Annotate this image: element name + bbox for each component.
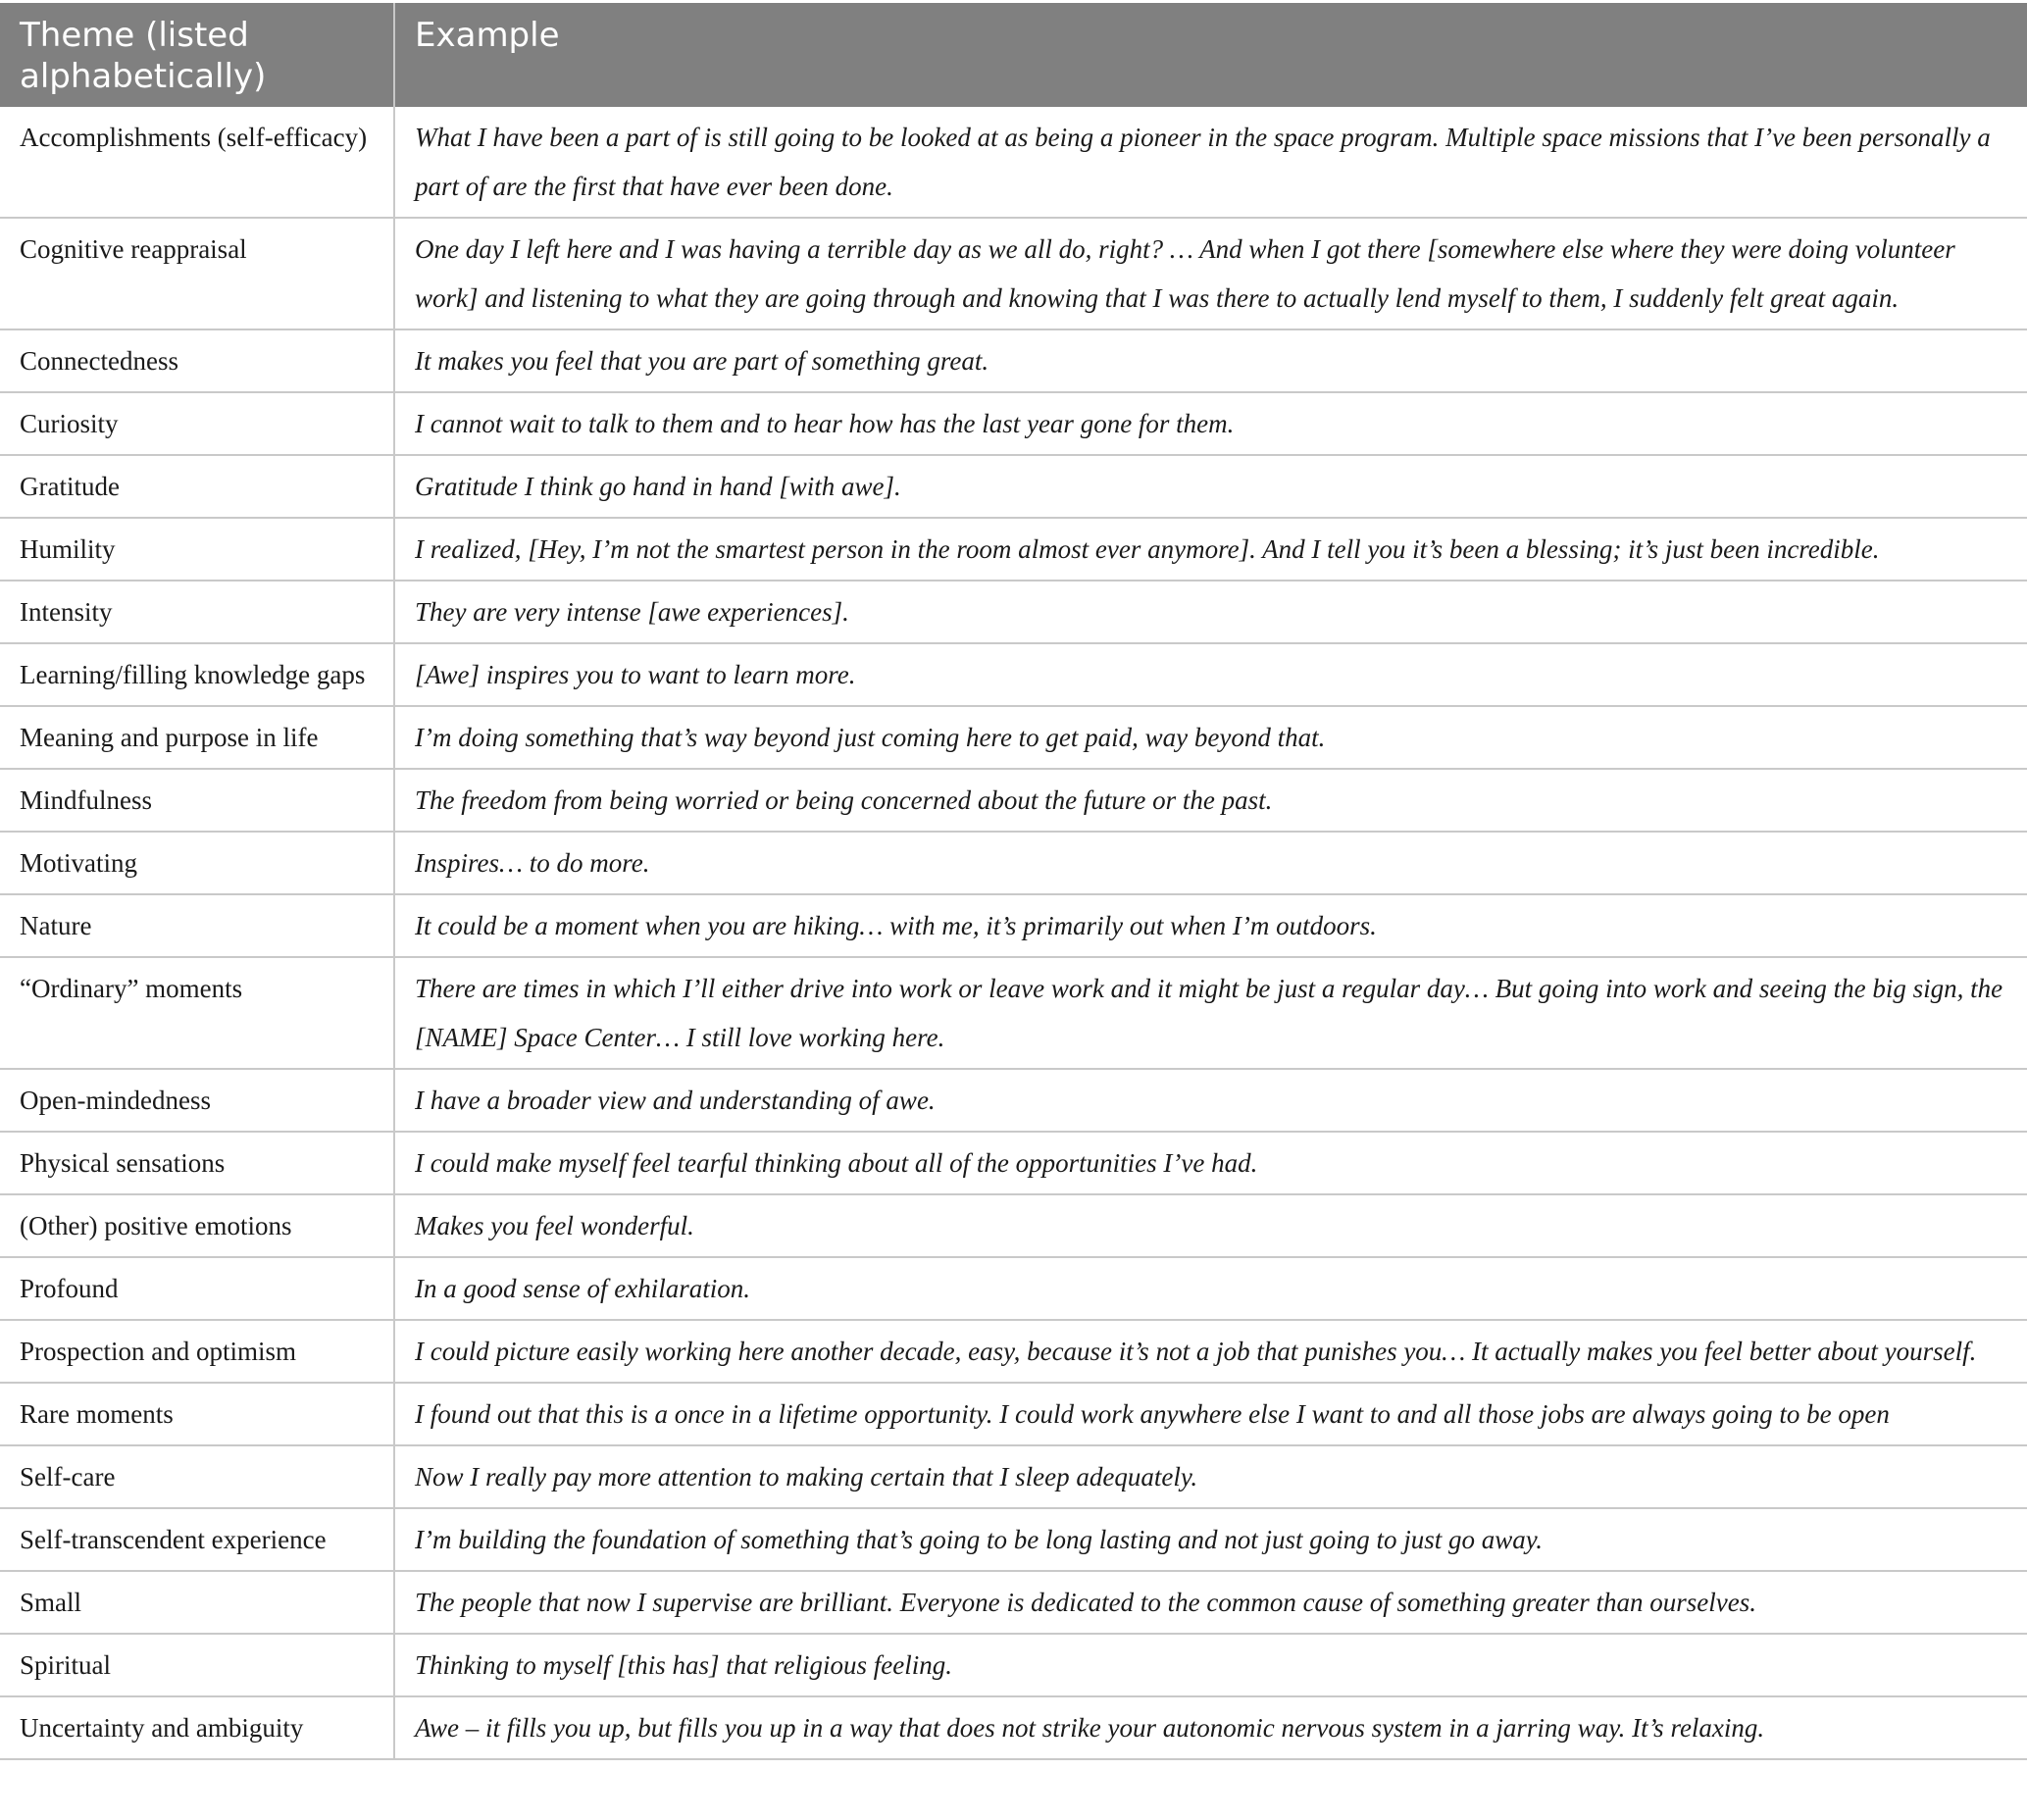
example-cell: I could picture easily working here another decade, easy, because it’s not a job that punishes you… It actually makes you feel better about yourself. — [394, 1320, 2027, 1383]
example-cell: It could be a moment when you are hiking… with me, it’s primarily out when I’m outdoors. — [394, 894, 2027, 957]
table-row — [0, 1194, 2027, 1257]
theme-cell: Curiosity — [0, 392, 394, 455]
table-row — [0, 581, 2027, 643]
table-row — [0, 1320, 2027, 1383]
themes-table — [0, 3, 2027, 1760]
example-cell: What I have been a part of is still going to be looked at as being a pioneer in the space program. Multiple space missions that I’ve been personally a part of are the first that have ever been done. — [394, 107, 2027, 218]
theme-cell: (Other) positive emotions — [0, 1194, 394, 1257]
table-row — [0, 518, 2027, 581]
theme-cell: Nature — [0, 894, 394, 957]
table-row — [0, 1696, 2027, 1759]
theme-cell: Small — [0, 1571, 394, 1634]
example-cell: I have a broader view and understanding of awe. — [394, 1069, 2027, 1132]
table-row — [0, 769, 2027, 832]
theme-cell: Spiritual — [0, 1634, 394, 1696]
example-cell: The freedom from being worried or being concerned about the future or the past. — [394, 769, 2027, 832]
example-cell: Gratitude I think go hand in hand [with awe]. — [394, 455, 2027, 518]
example-cell: There are times in which I’ll either drive into work or leave work and it might be just a regular day… But going into work and seeing the big sign, the [NAME] Space Center… I still love working here. — [394, 957, 2027, 1069]
example-cell: One day I left here and I was having a terrible day as we all do, right? … And when I got there [somewhere else where they were doing volunteer work] and listening to what they are going through and knowing that I was there to actually lend myself to them, I suddenly felt great again. — [394, 218, 2027, 329]
theme-cell: Meaning and purpose in life — [0, 706, 394, 769]
example-cell: I could make myself feel tearful thinking about all of the opportunities I’ve had. — [394, 1132, 2027, 1194]
theme-cell: Connectedness — [0, 329, 394, 392]
table-row — [0, 218, 2027, 329]
example-cell: [Awe] inspires you to want to learn more. — [394, 643, 2027, 706]
header-theme: Theme (listed alphabetically) — [0, 3, 394, 107]
table-row — [0, 455, 2027, 518]
table-row — [0, 329, 2027, 392]
theme-cell: Uncertainty and ambiguity — [0, 1696, 394, 1759]
table-body — [0, 107, 2027, 1759]
table-row — [0, 643, 2027, 706]
table-row — [0, 832, 2027, 894]
theme-cell: “Ordinary” moments — [0, 957, 394, 1069]
table-row — [0, 894, 2027, 957]
theme-cell: Humility — [0, 518, 394, 581]
theme-cell: Mindfulness — [0, 769, 394, 832]
table-row — [0, 392, 2027, 455]
table-row — [0, 1571, 2027, 1634]
theme-cell: Physical sensations — [0, 1132, 394, 1194]
table-row — [0, 1445, 2027, 1508]
theme-cell: Prospection and optimism — [0, 1320, 394, 1383]
header-row — [0, 3, 2027, 107]
table-header — [0, 3, 2027, 107]
example-cell: I cannot wait to talk to them and to hear how has the last year gone for them. — [394, 392, 2027, 455]
theme-cell: Profound — [0, 1257, 394, 1320]
table-row — [0, 107, 2027, 218]
theme-cell: Self-care — [0, 1445, 394, 1508]
table-row — [0, 1069, 2027, 1132]
example-cell: I’m doing something that’s way beyond just coming here to get paid, way beyond that. — [394, 706, 2027, 769]
table-row — [0, 1132, 2027, 1194]
example-cell: It makes you feel that you are part of something great. — [394, 329, 2027, 392]
theme-cell: Rare moments — [0, 1383, 394, 1445]
theme-cell: Learning/filling knowledge gaps — [0, 643, 394, 706]
table-row — [0, 1634, 2027, 1696]
theme-cell: Intensity — [0, 581, 394, 643]
header-example: Example — [394, 3, 2027, 107]
table-row — [0, 706, 2027, 769]
table-row — [0, 1257, 2027, 1320]
theme-cell: Gratitude — [0, 455, 394, 518]
example-cell: Inspires… to do more. — [394, 832, 2027, 894]
example-cell: I realized, [Hey, I’m not the smartest person in the room almost ever anymore]. And I tell you it’s been a blessing; it’s just been incredible. — [394, 518, 2027, 581]
table-row — [0, 1508, 2027, 1571]
example-cell: Thinking to myself [this has] that religious feeling. — [394, 1634, 2027, 1696]
example-cell: Awe – it fills you up, but fills you up in a way that does not strike your autonomic nervous system in a jarring way. It’s relaxing. — [394, 1696, 2027, 1759]
example-cell: I found out that this is a once in a lifetime opportunity. I could work anywhere else I want to and all those jobs are always going to be open — [394, 1383, 2027, 1445]
theme-cell: Motivating — [0, 832, 394, 894]
example-cell: Makes you feel wonderful. — [394, 1194, 2027, 1257]
example-cell: Now I really pay more attention to making certain that I sleep adequately. — [394, 1445, 2027, 1508]
theme-cell: Accomplishments (self-efficacy) — [0, 107, 394, 218]
theme-cell: Self-transcendent experience — [0, 1508, 394, 1571]
example-cell: They are very intense [awe experiences]. — [394, 581, 2027, 643]
theme-cell: Cognitive reappraisal — [0, 218, 394, 329]
example-cell: In a good sense of exhilaration. — [394, 1257, 2027, 1320]
example-cell: The people that now I supervise are brilliant. Everyone is dedicated to the common cause of something greater than ourselves. — [394, 1571, 2027, 1634]
table-row — [0, 957, 2027, 1069]
table-row — [0, 1383, 2027, 1445]
example-cell: I’m building the foundation of something that’s going to be long lasting and not just going to just go away. — [394, 1508, 2027, 1571]
theme-cell: Open-mindedness — [0, 1069, 394, 1132]
